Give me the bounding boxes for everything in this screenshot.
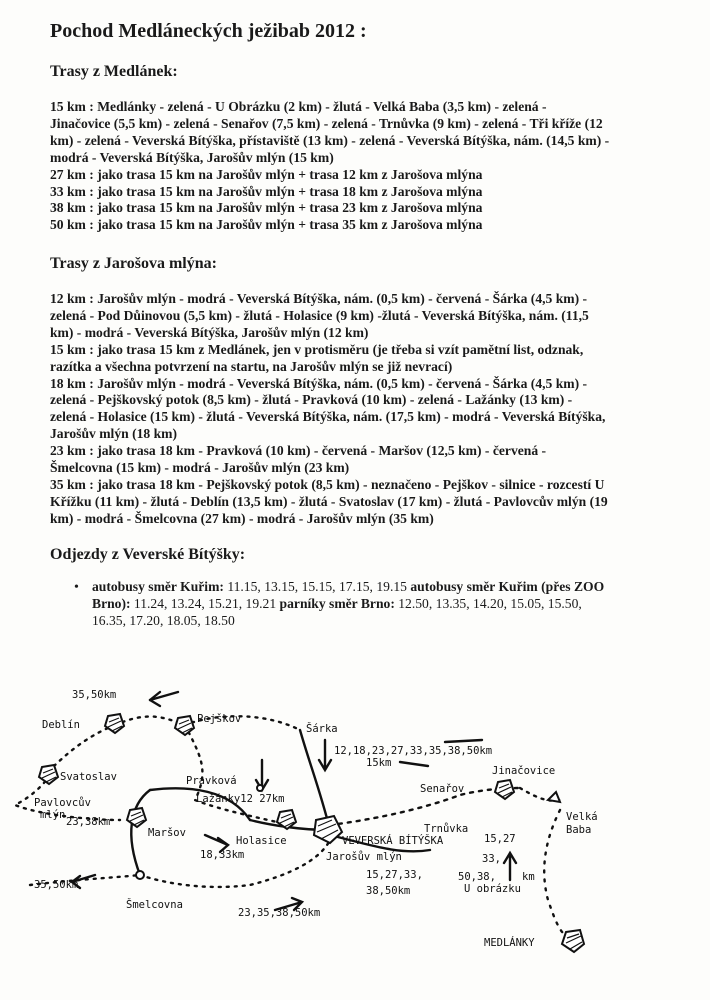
place-dot-icon [257,785,263,791]
map-label: Pravková [186,775,237,787]
route-item: 23 km : jako trasa 18 km - Pravková (10 km) - červená - Maršov (12,5 km) - červená - Šmelcovna (15 km) - modrá - Jarošův mlýn (23 km) [50,443,547,476]
map-label: U obrázku [464,883,521,895]
map-label: Holasice [236,835,287,847]
route-item: 15 km : jako trasa 15 km z Medlánek, jen v protisměru (je třeba si vzít pamětní list, odznak, razítka a všechna potvrzení na startu, na Jarošův mlýn se již nevrací) [50,341,584,374]
map-label: Maršov [148,827,186,839]
bullet-icon: • [74,580,79,595]
page-title: Pochod Medláneckých ježibab 2012 : [50,20,367,42]
section-heading-departures: Odjezdy z Veverské Bítýšky: [50,546,246,563]
section-heading-jarosuv: Trasy z Jarošova mlýna: [50,255,217,272]
arrow-icon [319,740,331,770]
map-label: 15,27 [484,833,516,845]
map-label: 35,50km [34,879,79,891]
map-label: 23,35,38,50km [238,907,321,919]
map-label: Pejškov [197,713,242,725]
route-item: 35 km : jako trasa 18 km - Pejškovský potok (8,5 km) - neznačeno - Pejškov - silnice - rozcestí U Křížku (11 km) - žlutá - Deblín (13,5 km) - žlutá - Svatoslav (17 km) - žlutá - Pavlovcův mlýn (19 km) - modrá - Šmelcovna (27 km) - modrá - Jarošův mlýn (35 km) [50,476,608,526]
map-label: Baba [566,824,592,836]
bus1-label: autobusy směr Kuřim: [92,579,224,594]
map-label: Trnůvka [424,823,469,835]
route-item: 50 km : jako trasa 15 km na Jarošův mlýn + trasa 35 km z Jarošova mlýna [50,217,483,233]
routes-from-jarosuv-mlyn [50,291,610,528]
section-heading-medlanky: Trasy z Medlánek: [50,63,178,80]
map-label: Svatoslav [60,771,117,783]
map-label: VEVERSKÁ BÍTÝŠKA [342,835,444,847]
triangle-marker-icon [548,792,560,802]
map-label: 15,27,33, [366,869,423,881]
map-label: 15km [366,757,392,769]
route-item: 38 km : jako trasa 15 km na Jarošův mlýn + trasa 23 km z Jarošova mlýna [50,200,483,216]
route-item: 18 km : Jarošův mlýn - modrá - Veverská Bítýška, nám. (0,5 km) - červená - Šárka (4,5 km) - zelená - Pejškovský potok (8,5 km) - žlutá - Pravková (10 km) - zelená - Lažánky (13 km) - zelená - Holasice (15 km) - žlutá - Veverská Bítýška, nám. (17,5 km) - modrá - Veverská Bítýška, Jarošův mlýn (18 km) [50,375,606,442]
route-item: 15 km : Medlánky - zelená - U Obrázku (2 km) - žlutá - Velká Baba (3,5 km) - zelená - Jinačovice (5,5 km) - zelená - Senařov (7,5 km) - zelená - Trnůvka (9 km) - zelená - Tři kříže (12 km) - zelená - Veverská Bítýška, přístaviště (13 km) - zelená - Veverská Bítýška, nám. (14,5 km) - modrá - Veverská Bítýška, Jarošův mlýn (15 km) [50,99,610,165]
map-label: mlýn [40,809,66,821]
route-path-dotted [50,725,115,770]
route-item: 12 km : Jarošův mlýn - modrá - Veverská Bítýška, nám. (0,5 km) - červená - Šárka (4,5 km) - zelená - Pod Důinovou (5,5 km) - žlutá - Holasice (9 km) -žlutá - Veverská Bítýška, nám. (11,5 km) - modrá - Veverská Bítýška, Jarošův mlýn (12 km) [50,291,589,340]
map-label: 33, [482,853,501,865]
bus2-times: 11.24, 13.24, 15.21, 19.21 [130,596,280,611]
boat-times: 12.50, 13.35, 14.20, 15.05, 15.50, 16.35, 17.20, 18.05, 18.50 [92,596,582,628]
departures-text [92,578,612,629]
map-label: Šmelcovna [126,899,183,911]
route-item: 33 km : jako trasa 15 km na Jarošův mlýn + trasa 18 km z Jarošova mlýna [50,183,483,199]
arrow-icon [504,853,516,880]
bus1-times: 11.15, 13.15, 15.15, 17.15, 19.15 [223,579,411,594]
map-label: 38,50km [366,885,411,897]
map-label: Velká [566,811,598,823]
boat-label: parníky směr Brno: [279,596,395,611]
map-label: MEDLÁNKY [484,937,535,949]
map-label: Jinačovice [492,765,556,777]
map-label: Jarošův mlýn [326,851,402,863]
place-marker-icon [562,930,584,952]
map-label: Senařov [420,783,465,795]
route-item: 27 km : jako trasa 15 km na Jarošův mlýn + trasa 12 km z Jarošova mlýna [50,166,483,182]
map-label: 50,38, [458,871,496,883]
map-label: 23,38km [66,816,111,828]
map-label: 35,50km [72,689,117,701]
map-label: Lažánky12 27km [196,793,285,805]
routes-from-medlanky [50,99,610,234]
place-dot-icon [136,871,144,879]
map-label: Pavlovcův [34,797,91,809]
map-label: Deblín [42,719,80,731]
map-label: 12,18,23,27,33,35,38,50km [334,745,493,757]
arrow-icon [400,762,428,766]
map-label: Šárka [306,723,338,735]
arrow-icon [445,740,482,742]
route-path-dotted [140,840,330,887]
map-label: km [522,871,535,883]
place-marker-icon [314,816,342,843]
bus2-label: autobusy směr Kuřim (přes ZOO Brno): [92,579,605,611]
route-map [0,670,710,1000]
map-label: 18,33km [200,849,245,861]
